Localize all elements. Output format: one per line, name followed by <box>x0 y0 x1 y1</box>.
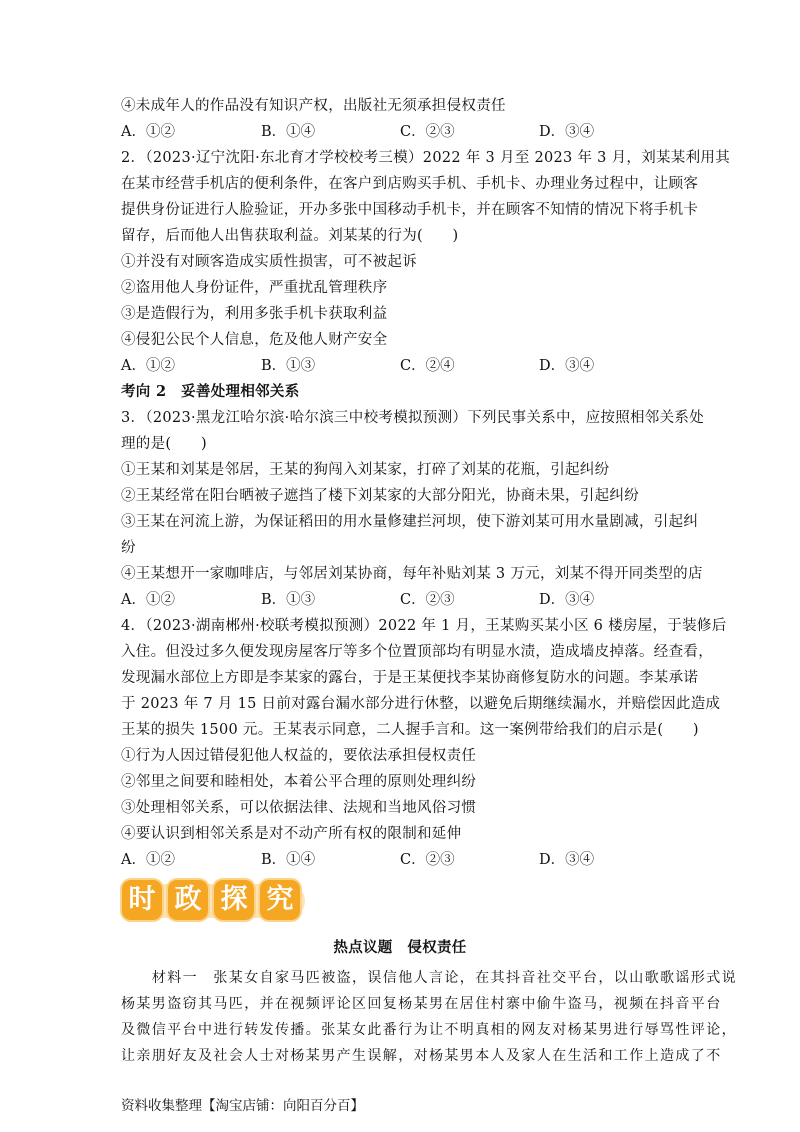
q4-item: ③处理相邻关系，可以依据法律、法规和当地风俗习惯 <box>121 800 477 816</box>
q2-option-d: D．③④ <box>539 358 595 374</box>
q3-option-d: D．③④ <box>539 592 595 608</box>
q4-option-a: A．①② <box>121 852 175 868</box>
q3-stem-line: 3．（2023·黑龙江哈尔滨·哈尔滨三中校考模拟预测）下列民事关系中，应按照相邻关系处 <box>121 410 704 426</box>
q2-option-a: A．①② <box>121 358 175 374</box>
q1-option-d: D．③④ <box>539 124 595 140</box>
q2-item: ④侵犯公民个人信息，危及他人财产安全 <box>121 332 388 348</box>
q2-stem-line: 提供身份证进行人脸验证，开办多张中国移动手机卡，并在顾客不知情的情况下将手机卡 <box>121 202 699 218</box>
q2-item: ①并没有对顾客造成实质性损害，可不被起诉 <box>121 254 417 270</box>
q3-option-a: A．①② <box>121 592 175 608</box>
q2-item: ③是造假行为，利用多张手机卡获取利益 <box>121 306 388 322</box>
q4-item: ④要认识到相邻关系是对不动产所有权的限制和延伸 <box>121 826 462 842</box>
q4-option-d: D．③④ <box>539 852 595 868</box>
q3-option-c: C．②③ <box>400 592 455 608</box>
q3-item: ④王某想开一家咖啡店，与邻居刘某协商，每年补贴刘某 3 万元，刘某不得开同类型的店 <box>121 566 703 582</box>
q4-item: ②邻里之间要和睦相处，本着公平合理的原则处理纠纷 <box>121 774 477 790</box>
q3-item: ③王某在河流上游，为保证稻田的用水量修建拦河坝，使下游刘某可用水量剧减，引起纠 <box>121 514 699 530</box>
q3-item: 纷 <box>121 540 136 556</box>
q4-stem-line: 王某的损失 1500 元。王某表示同意，二人握手言和。这一案例带给我们的启示是( ) <box>121 722 699 738</box>
q3-item: ①王某和刘某是邻居，王某的狗闯入刘某家，打碎了刘某的花瓶，引起纠纷 <box>121 462 610 478</box>
material-line: 让亲朋好友及社会人士对杨某男产生误解，对杨某男本人及家人在生活和工作上造成了不 <box>121 1048 722 1064</box>
current-affairs-banner <box>120 876 305 924</box>
q4-stem-line: 发现漏水部位上方即是李某家的露台，于是王某便找李某协商修复防水的问题。李某承诺 <box>121 670 699 686</box>
material-line: 杨某男盗窃其马匹，并在视频评论区回复杨某男在居住村寨中偷牛盗马，视频在抖音平台 <box>121 996 722 1012</box>
q4-option-c: C．②③ <box>400 852 455 868</box>
q3-option-b: B．①③ <box>261 592 316 608</box>
banner-char-tile: 究 <box>260 880 300 920</box>
q1-option-b: B．①④ <box>261 124 316 140</box>
banner-char-tile: 时 <box>122 880 162 920</box>
material-line: 材料一 张某女自家马匹被盗，误信他人言论，在其抖音社交平台，以山歌歌谣形式说 <box>121 970 737 986</box>
page-footer: 资料收集整理【淘宝店铺：向阳百分百】 <box>121 1098 364 1114</box>
q3-stem-line: 理的是( ) <box>121 436 207 452</box>
q2-option-c: C．②④ <box>400 358 455 374</box>
q4-item: ①行为人因过错侵犯他人权益的，要依法承担侵权责任 <box>121 748 477 764</box>
q4-option-b: B．①④ <box>261 852 316 868</box>
hot-topic-title: 热点议题 侵权责任 <box>333 939 467 956</box>
q2-stem-line: 留存，后而他人出售获取利益。刘某某的行为( ) <box>121 228 459 244</box>
q4-stem-line: 入住。但没过多久便发现房屋客厅等多个位置顶部均有明显水渍，造成墙皮掉落。经查看， <box>121 644 713 660</box>
q1-option-a: A．①② <box>121 124 175 140</box>
material-line: 及微信平台中进行转发传播。张某女此番行为让不明真相的网友对杨某男进行辱骂性评论， <box>121 1022 737 1038</box>
q2-stem-line: 在某市经营手机店的便利条件，在客户到店购买手机、手机卡、办理业务过程中，让顾客 <box>121 176 699 192</box>
q3-item: ②王某经常在阳台晒被子遮挡了楼下刘某家的大部分阳光，协商未果，引起纠纷 <box>121 488 639 504</box>
q2-stem-line: 2．（2023·辽宁沈阳·东北育才学校校考三模）2022 年 3 月至 2023 年 3 月，刘某某利用其 <box>121 150 731 166</box>
banner-char-tile: 政 <box>168 880 208 920</box>
q2-option-b: B．①③ <box>261 358 316 374</box>
banner-char-tile: 探 <box>214 880 254 920</box>
section-heading: 考向 2 妥善处理相邻关系 <box>121 383 300 400</box>
q2-item: ②盗用他人身份证件，严重扰乱管理秩序 <box>121 280 388 296</box>
q4-stem-line: 4．（2023·湖南郴州·校联考模拟预测）2022 年 1 月，王某购买某小区 6 楼房屋，于装修后 <box>121 618 727 634</box>
q1-item-4: ④未成年人的作品没有知识产权，出版社无须承担侵权责任 <box>121 98 506 114</box>
q4-stem-line: 于 2023 年 7 月 15 日前对露台漏水部分进行休整，以避免后期继续漏水，并赔偿因此造成 <box>121 696 721 712</box>
q1-option-c: C．②③ <box>400 124 455 140</box>
